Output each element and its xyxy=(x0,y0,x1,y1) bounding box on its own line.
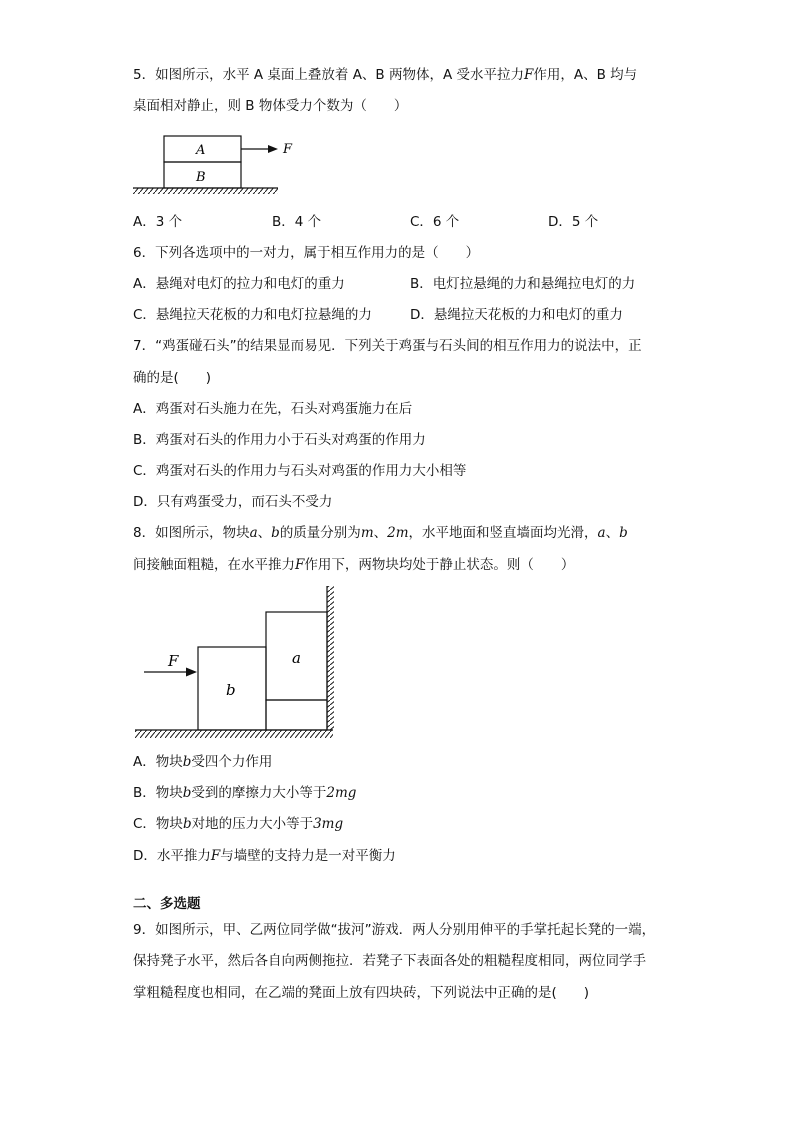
q6-option-c: C．悬绳拉天花板的力和电灯拉悬绳的力 xyxy=(133,307,372,323)
q8-line-1: 8．如图所示，物块a、b的质量分别为m、2m，水平地面和竖直墙面均光滑，a、b xyxy=(133,525,628,541)
q9-line-1: 9．如图所示，甲、乙两位同学做“拔河”游戏．两人分别用伸平的手掌托起长凳的一端， xyxy=(133,922,656,938)
q5-option-c: C．6 个 xyxy=(410,214,460,230)
q5-line-2: 桌面相对静止，则 B 物体受力个数为（ ） xyxy=(133,98,408,114)
q7-line-2: 确的是( ) xyxy=(133,370,212,386)
q8-arrowhead xyxy=(186,668,197,677)
q8-label-b: b xyxy=(226,681,236,699)
q5-label-B: B xyxy=(196,170,206,185)
q7-option-b: B．鸡蛋对石头的作用力小于石头对鸡蛋的作用力 xyxy=(133,432,426,448)
q6-option-d: D．悬绳拉天花板的力和电灯的重力 xyxy=(410,307,623,323)
q8-label-a: a xyxy=(292,649,301,667)
q7-option-c: C．鸡蛋对石头的作用力与石头对鸡蛋的作用力大小相等 xyxy=(133,463,467,479)
q5-line-1: 5．如图所示，水平 A 桌面上叠放着 A、B 两物体，A 受水平拉力F作用，A、B 均与 xyxy=(133,67,638,83)
q8-option-d: D．水平推力F与墙壁的支持力是一对平衡力 xyxy=(133,848,396,864)
q7-line-1: 7．“鸡蛋碰石头”的结果显而易见．下列关于鸡蛋与石头间的相互作用力的说法中，正 xyxy=(133,338,642,354)
q6-option-b: B．电灯拉悬绳的力和悬绳拉电灯的力 xyxy=(410,276,636,292)
q8-block-base xyxy=(266,700,327,730)
q8-ground-hatch xyxy=(135,730,333,738)
q5-option-a: A．3 个 xyxy=(133,214,183,230)
q9-line-2: 保持凳子水平，然后各自向两侧拖拉．若凳子下表面各处的粗糙程度相同，两位同学手 xyxy=(133,953,646,969)
q6-stem: 6．下列各选项中的一对力，属于相互作用力的是（ ） xyxy=(133,245,480,261)
q8-option-b: B．物块b受到的摩擦力大小等于2mg xyxy=(133,785,357,801)
q7-option-d: D．只有鸡蛋受力，而石头不受力 xyxy=(133,494,333,510)
q7-option-a: A．鸡蛋对石头施力在先，石头对鸡蛋施力在后 xyxy=(133,401,413,417)
q8-line-2: 间接触面粗糙，在水平推力F作用下，两物块均处于静止状态。则（ ） xyxy=(133,557,575,573)
q8-option-a: A．物块b受四个力作用 xyxy=(133,754,273,770)
section-title-multi-choice: 二、多选题 xyxy=(133,896,201,912)
q5-label-A: A xyxy=(196,143,206,158)
q5-option-d: D．5 个 xyxy=(548,214,599,230)
q5-ground-hatch xyxy=(133,188,278,194)
q5-option-b: B．4 个 xyxy=(272,214,322,230)
q8-label-F: F xyxy=(168,652,179,670)
var-F: F xyxy=(524,67,534,83)
q9-line-3: 掌粗糙程度也相同，在乙端的凳面上放有四块砖，下列说法中正确的是( ) xyxy=(133,985,590,1001)
q6-option-a: A．悬绳对电灯的拉力和电灯的重力 xyxy=(133,276,345,292)
q5-arrowhead xyxy=(268,145,278,153)
q5-label-F: F xyxy=(283,142,293,157)
q8-option-c: C．物块b对地的压力大小等于3mg xyxy=(133,816,344,832)
q8-wall-hatch xyxy=(327,586,334,730)
